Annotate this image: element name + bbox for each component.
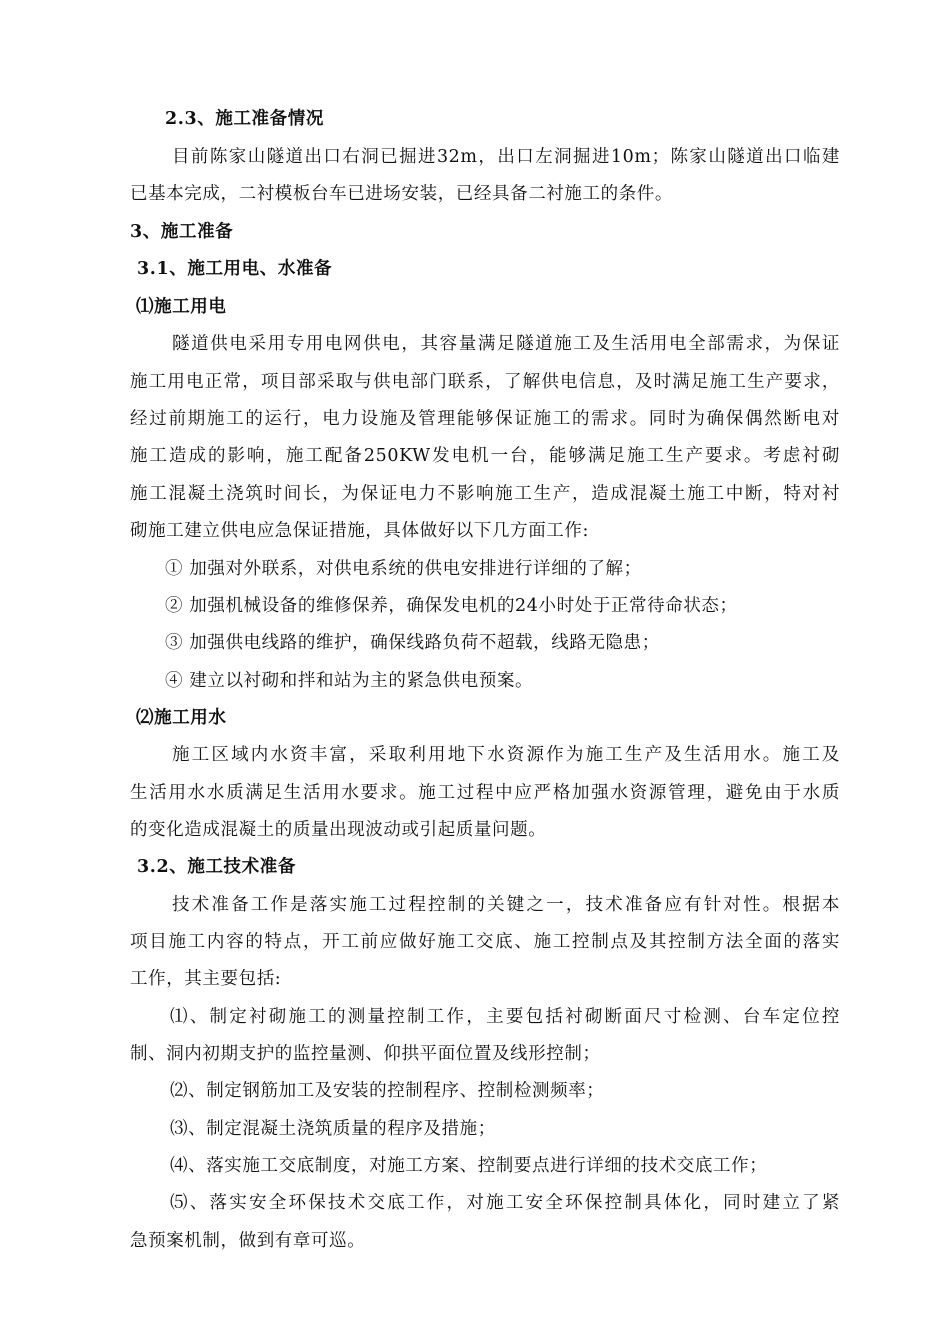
list-item: ⑵、制定钢筋加工及安装的控制程序、控制检测频率；: [170, 1081, 605, 1101]
list-item: ⑸、落实安全环保技术交底工作，对施工安全环保控制具体化，同时建立了紧: [170, 1193, 840, 1213]
paragraph-line: 项目施工内容的特点，开工前应做好施工交底、施工控制点及其控制方法全面的落实: [130, 932, 840, 952]
list-item: ⑷、落实施工交底制度，对施工方案、控制要点进行详细的技术交底工作；: [170, 1156, 768, 1176]
paragraph-line: 目前陈家山隧道出口右洞已掘进32m，出口左洞掘进10m；陈家山隧道出口临建: [172, 147, 840, 167]
paragraph-line: 已基本完成，二衬模板台车已进场安装，已经具备二衬施工的条件。: [130, 184, 673, 204]
paragraph-line: 工作，其主要包括:: [130, 969, 282, 989]
paragraph-line: 生活用水水质满足生活用水要求。施工过程中应严格加强水资源管理，避免由于水质: [130, 783, 840, 803]
paragraph-line: 施工用电正常，项目部采取与供电部门联系，了解供电信息，及时满足施工生产要求，: [130, 372, 840, 392]
paragraph-line: 经过前期施工的运行，电力设施及管理能够保证施工的需求。同时为确保偶然断电对: [130, 409, 840, 429]
paragraph-line: 砌施工建立供电应急保证措施，具体做好以下几方面工作:: [130, 521, 589, 541]
list-item: 制、洞内初期支护的监控量测、仰拱平面位置及线形控制；: [130, 1044, 601, 1064]
heading-power: ⑴施工用电: [136, 297, 227, 317]
heading-2-3: 2.3、施工准备情况: [165, 109, 324, 129]
list-item: ④ 建立以衬砌和拌和站为主的紧急供电预案。: [165, 671, 534, 691]
list-item: ② 加强机械设备的维修保养，确保发电机的24小时处于正常待命状态；: [165, 596, 738, 616]
paragraph-line: 施工混凝土浇筑时间长，为保证电力不影响施工生产，造成混凝土施工中断，特对衬: [130, 484, 840, 504]
heading-water: ⑵施工用水: [136, 708, 227, 728]
heading-3-2: 3.2、施工技术准备: [137, 857, 296, 877]
paragraph-line: 施工造成的影响，施工配备250KW发电机一台，能够满足施工生产要求。考虑衬砌: [130, 446, 840, 466]
list-item: ① 加强对外联系，对供电系统的供电安排进行详细的了解；: [165, 559, 642, 579]
list-item: ⑴、制定衬砌施工的测量控制工作，主要包括衬砌断面尺寸检测、台车定位控: [170, 1007, 840, 1027]
heading-3: 3、施工准备: [130, 222, 234, 242]
list-item: ⑶、制定混凝土浇筑质量的程序及措施；: [170, 1119, 496, 1139]
list-item: 急预案机制，做到有章可巡。: [130, 1231, 366, 1251]
paragraph-line: 施工区域内水资丰富，采取利用地下水资源作为施工生产及生活用水。施工及: [172, 745, 840, 765]
list-item: ③ 加强供电线路的维护，确保线路负荷不超载，线路无隐患；: [165, 633, 660, 653]
heading-3-1: 3.1、施工用电、水准备: [137, 259, 333, 279]
paragraph-line: 技术准备工作是落实施工过程控制的关键之一，技术准备应有针对性。根据本: [172, 895, 840, 915]
paragraph-line: 隧道供电采用专用电网供电，其容量满足隧道施工及生活用电全部需求，为保证: [172, 334, 840, 354]
paragraph-line: 的变化造成混凝土的质量出现波动或引起质量问题。: [130, 820, 547, 840]
